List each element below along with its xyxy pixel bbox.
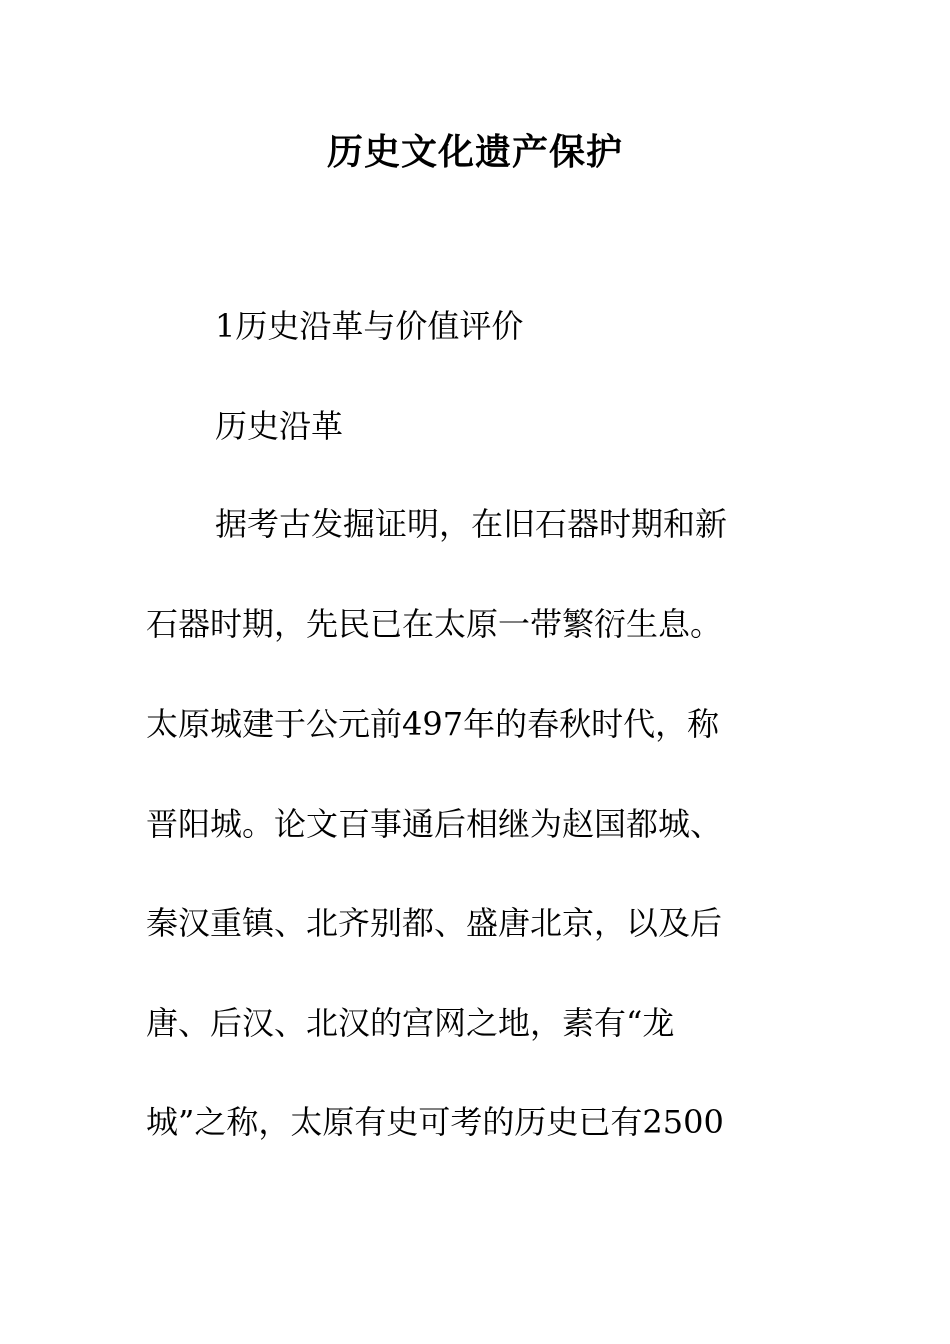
paragraph-line: 唐、后汉、北汉的宫网之地，素有“龙 — [146, 1004, 675, 1042]
subheading: 历史沿革 — [215, 407, 344, 445]
document-title: 历史文化遗产保护 — [326, 132, 623, 173]
section-heading: 1历史沿革与价值评价 — [215, 307, 524, 345]
paragraph-line: 石器时期，先民已在太原一带繁衍生息。 — [146, 605, 723, 643]
paragraph-line: 城”之称，太原有史可考的历史已有2500 — [146, 1103, 724, 1141]
paragraph-line: 秦汉重镇、北齐别都、盛唐北京，以及后 — [146, 904, 723, 942]
paragraph-line: 据考古发掘证明，在旧石器时期和新 — [215, 505, 728, 543]
paragraph-line: 太原城建于公元前497年的春秋时代，称 — [146, 705, 720, 743]
paragraph-line: 晋阳城。论文百事通后相继为赵国都城、 — [146, 805, 723, 843]
